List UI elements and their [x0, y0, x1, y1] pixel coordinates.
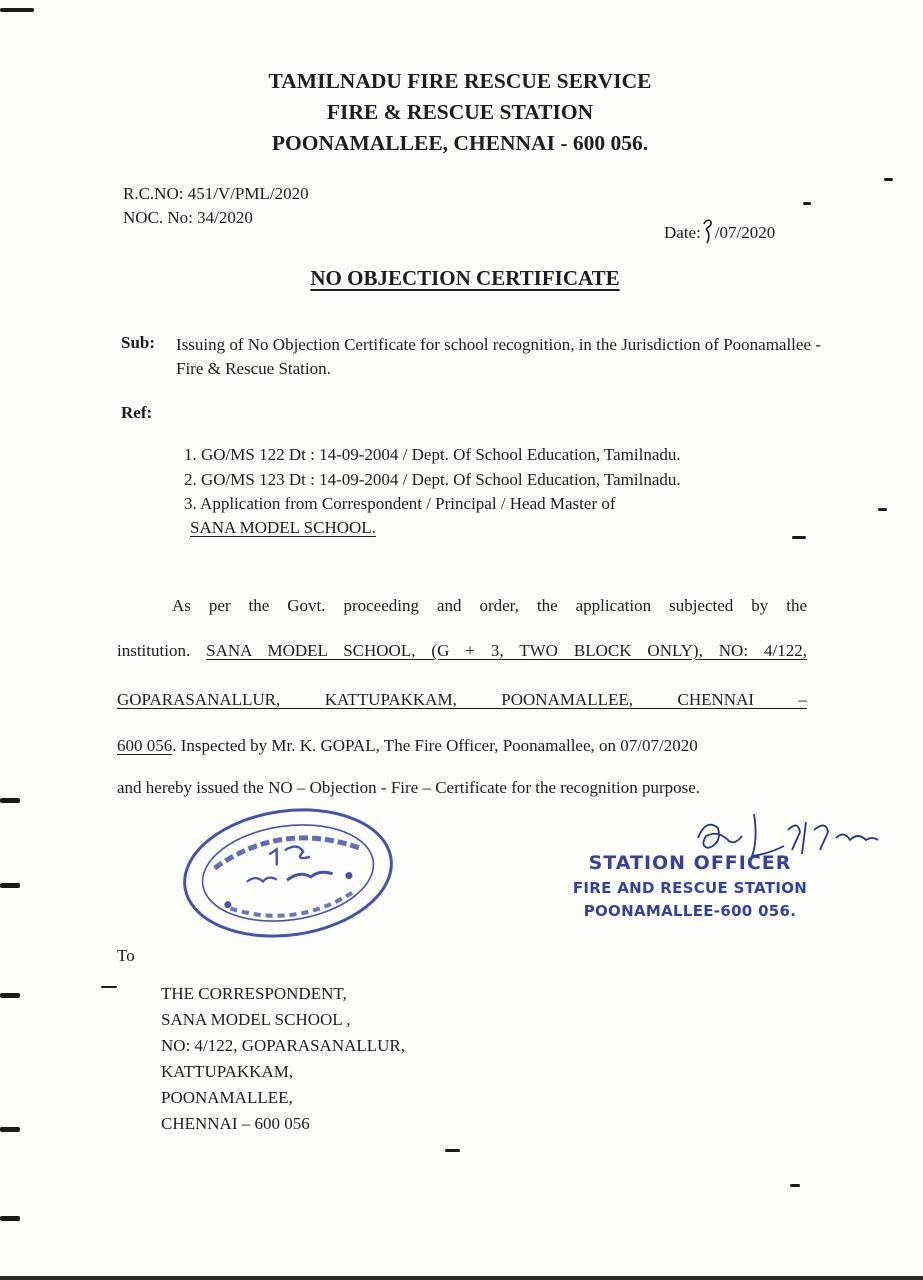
scan-edge — [0, 1276, 923, 1280]
letterhead — [150, 66, 770, 159]
date-value: /07/2020 — [714, 223, 776, 242]
handwritten-day — [701, 218, 715, 244]
scan-mark — [0, 8, 34, 12]
letterhead-line: POONAMALLEE, CHENNAI - 600 056. — [271, 131, 649, 155]
address-line: CHENNAI – 600 056 — [161, 1114, 310, 1133]
scan-mark — [790, 1184, 800, 1187]
school-pincode: 600 056 — [117, 736, 173, 755]
scan-mark — [878, 508, 887, 511]
issue-date — [664, 218, 775, 244]
address-line: THE CORRESPONDENT, — [161, 984, 347, 1003]
body-line — [117, 736, 807, 756]
scan-mark — [101, 986, 117, 988]
to-label: To — [117, 946, 135, 965]
scan-mark — [0, 798, 20, 803]
reference-item: 2. GO/MS 123 Dt : 14-09-2004 / Dept. Of School Education, Tamilnadu. — [184, 470, 681, 489]
scan-mark — [0, 1127, 20, 1132]
officer-location: POONAMALLEE-600 056. — [583, 902, 797, 920]
scan-mark — [0, 883, 20, 888]
body-text: . Inspected by Mr. K. GOPAL, The Fire Officer, Poonamallee, on 07/07/2020 — [172, 736, 698, 755]
officer-station: FIRE AND RESCUE STATION — [572, 879, 808, 897]
rc-number: R.C.NO: 451/V/PML/2020 — [123, 184, 309, 203]
scan-mark — [0, 1216, 20, 1221]
office-seal — [176, 800, 400, 946]
reference-item: 3. Application from Correspondent / Principal / Head Master of — [184, 494, 616, 513]
body-line: As per the Govt. proceeding and order, the application subjected by the — [172, 596, 807, 615]
school-address-line: GOPARASANALLUR, KATTUPAKKAM, POONAMALLEE, CHENNAI – — [117, 690, 807, 709]
subject-text: Issuing of No Objection Certificate for school recognition, in the Jurisdiction of Poonamallee - Fire & Rescue Station. — [176, 335, 821, 378]
subject-label: Sub: — [121, 333, 156, 352]
scan-mark — [0, 993, 20, 998]
reference-school-name: SANA MODEL SCHOOL. — [190, 518, 376, 537]
officer-title: STATION OFFICER — [588, 852, 792, 874]
address-line: NO: 4/122, GOPARASANALLUR, — [161, 1036, 406, 1055]
letterhead-line: FIRE & RESCUE STATION — [326, 100, 594, 124]
body-line — [117, 641, 807, 661]
reference-item: 1. GO/MS 122 Dt : 14-09-2004 / Dept. Of School Education, Tamilnadu. — [184, 445, 681, 464]
noc-number: NOC. No: 34/2020 — [123, 208, 253, 227]
scan-mark — [792, 536, 806, 539]
scan-mark — [445, 1149, 460, 1152]
certificate-title: NO OBJECTION CERTIFICATE — [310, 266, 620, 290]
address-line: KATTUPAKKAM, — [161, 1062, 294, 1081]
school-details: SANA MODEL SCHOOL, (G + 3, TWO BLOCK ONLY), NO: 4/122, — [206, 641, 807, 660]
scan-mark — [884, 178, 893, 181]
reference-label: Ref: — [121, 403, 153, 422]
date-label: Date: — [664, 223, 701, 242]
scan-mark — [803, 202, 811, 205]
address-line: SANA MODEL SCHOOL , — [161, 1010, 351, 1029]
letterhead-line: TAMILNADU FIRE RESCUE SERVICE — [268, 69, 652, 93]
body-line: and hereby issued the NO – Objection - Fire – Certificate for the recognition purpose. — [117, 778, 701, 797]
body-text: institution. — [117, 641, 207, 660]
address-line: POONAMALLEE, — [161, 1088, 293, 1107]
